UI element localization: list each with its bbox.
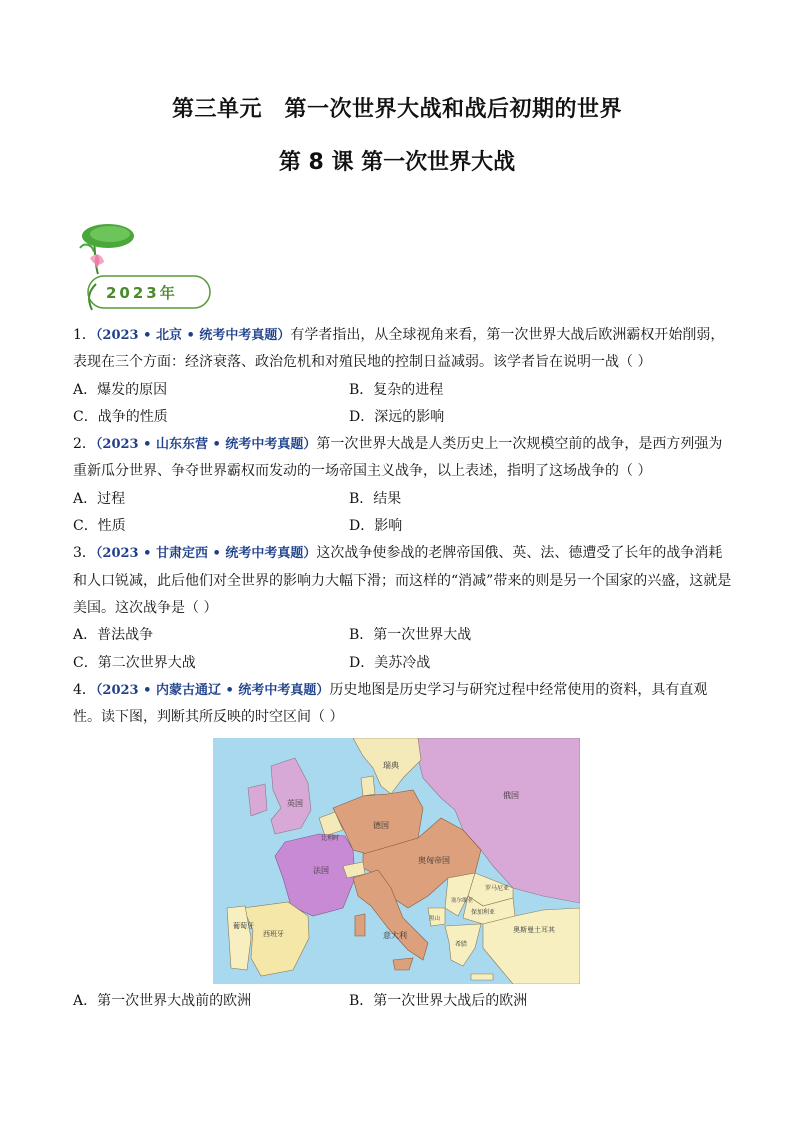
- label-romania: 罗马尼亚: [485, 885, 510, 892]
- label-serbia: 塞尔维亚: [451, 898, 474, 904]
- option-grid-q4: [73, 988, 733, 1015]
- label-spain: 西班牙: [263, 930, 284, 938]
- question-text: 历史地图是历史学习与研究过程中经常使用的资料，具有直观性。读下图，判断其所反映的时空区间（ ）: [73, 681, 708, 726]
- question-source: （2023 • 甘肃定西 • 统考中考真题）: [95, 546, 317, 562]
- label-belgium: 比利时: [321, 835, 340, 842]
- label-france: 法国: [313, 866, 329, 875]
- option-d[interactable]: D．影响: [349, 518, 403, 535]
- question-number: 3．: [73, 545, 96, 562]
- option-grid: [73, 486, 733, 541]
- label-sweden: 瑞典: [383, 761, 399, 770]
- question-stem: [73, 677, 733, 732]
- region-denmark: [361, 776, 375, 796]
- option-d[interactable]: D．深远的影响: [349, 408, 445, 425]
- question-list: [73, 322, 733, 731]
- option-b[interactable]: B．第一次世界大战: [349, 627, 472, 644]
- label-montenegro: 黑山: [429, 916, 441, 922]
- label-ottoman: 奥斯曼土耳其: [513, 926, 555, 934]
- option-a[interactable]: A．爆发的原因: [73, 381, 168, 398]
- question-number: 4．: [73, 681, 96, 698]
- question-item: [73, 431, 733, 540]
- option-d[interactable]: D．美苏冷战: [349, 654, 431, 671]
- question-text: 有学者指出，从全球视角来看，第一次世界大战后欧洲霸权开始削弱，表现在三个方面：经济衰落、政治危机和对殖民地的控制日益减弱。该学者旨在说明一战（ ）: [73, 327, 725, 371]
- region-ireland: [248, 784, 267, 816]
- label-russia: 俄国: [503, 791, 519, 800]
- question-number: 2．: [73, 436, 96, 453]
- label-greece: 希腊: [455, 941, 468, 948]
- label-portugal: 葡萄牙: [233, 922, 254, 930]
- label-austria-hungary: 奥匈帝国: [418, 856, 450, 865]
- question-stem: [73, 540, 733, 622]
- question-source: （2023 • 北京 • 统考中考真题）: [95, 328, 291, 343]
- option-a[interactable]: A．第一次世界大战前的欧洲: [73, 993, 252, 1009]
- lesson-title: 第 8 课 第一次世界大战: [278, 150, 516, 175]
- question-stem: [73, 322, 733, 377]
- unit-title: 第三单元 第一次世界大战和战后初期的世界: [171, 97, 622, 122]
- question-item: [73, 540, 733, 676]
- option-c[interactable]: C．性质: [73, 518, 126, 535]
- question-text: 这次战争使参战的老牌帝国俄、英、法、德遭受了长年的战争消耗和人口锐减，此后他们对全世界的影响力大幅下滑；而这样的“消减”带来的则是另一个国家的兴盛，这就是美国。这次战争是（ ）: [73, 545, 732, 616]
- label-britain: 英国: [287, 799, 303, 808]
- question-number: 1．: [73, 327, 96, 343]
- question-source: （2023 • 山东东营 • 统考中考真题）: [95, 437, 317, 453]
- question-stem: [73, 431, 733, 486]
- label-italy: 意大利: [383, 931, 407, 940]
- question-item: [73, 322, 733, 431]
- option-grid: [73, 377, 733, 432]
- label-bulgaria: 保加利亚: [471, 909, 496, 916]
- region-crete: [471, 974, 493, 980]
- option-a[interactable]: A．普法战争: [73, 627, 154, 644]
- label-germany: 德国: [373, 821, 389, 830]
- region-sardinia: [355, 914, 365, 936]
- option-b[interactable]: B．第一次世界大战后的欧洲: [349, 993, 528, 1009]
- option-a[interactable]: A．过程: [73, 490, 126, 507]
- year-badge-label: 2023年: [106, 284, 178, 302]
- question-item: [73, 677, 733, 732]
- question-source: （2023 • 内蒙古通辽 • 统考中考真题）: [95, 682, 330, 698]
- option-c[interactable]: C．战争的性质: [73, 408, 168, 425]
- europe-map: [213, 738, 580, 984]
- year-badge: [70, 222, 215, 312]
- option-b[interactable]: B．复杂的进程: [349, 381, 444, 398]
- question-text: 第一次世界大战是人类历史上一次规模空前的战争，是西方列强为重新瓜分世界、争夺世界霸权而发动的一场帝国主义战争，以上表述，指明了这场战争的（ ）: [73, 436, 723, 480]
- option-grid: [73, 622, 733, 677]
- option-b[interactable]: B．结果: [349, 490, 402, 507]
- option-c[interactable]: C．第二次世界大战: [73, 654, 196, 671]
